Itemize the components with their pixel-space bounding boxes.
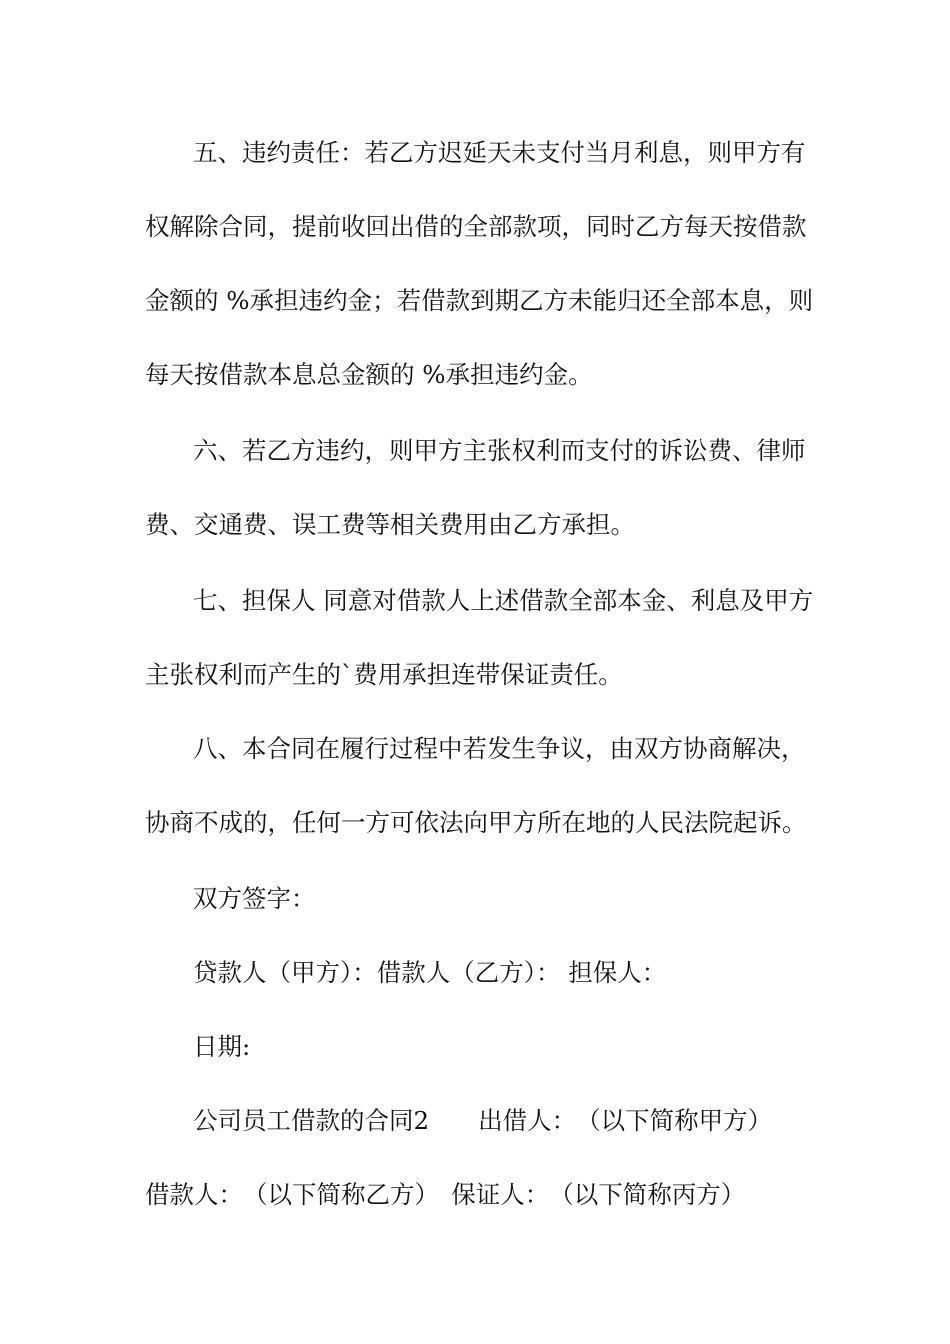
contract-2-parties-line: 借款人： （以下简称乙方） 保证人： （以下简称丙方） — [145, 1180, 746, 1209]
signature-heading: 双方签字： — [193, 884, 316, 913]
clause-5-line-1: 五、违约责任：若乙方迟延天未支付当月利息，则甲方有 — [193, 138, 806, 167]
clause-7-line-1: 七、担保人 同意对借款人上述借款全部本金、利息及甲方 — [193, 586, 814, 615]
signature-date: 日期: — [193, 1032, 251, 1061]
clause-6-line-1: 六、若乙方违约，则甲方主张权利而支付的诉讼费、律师 — [193, 436, 806, 465]
clause-8-line-2: 协商不成的，任何一方可依法向甲方所在地的人民法院起诉。 — [145, 808, 807, 837]
clause-5-line-2: 权解除合同，提前收回出借的全部款项，同时乙方每天按借款 — [145, 212, 807, 241]
clause-7-line-2: 主张权利而产生的`费用承担连带保证责任。 — [145, 660, 623, 689]
contract-2-title-line: 公司员工借款的合同2 出借人： （以下简称甲方） — [193, 1106, 773, 1135]
clause-5-line-4: 每天按借款本息总金额的 %承担违约金。 — [145, 360, 593, 389]
clause-6-line-2: 费、交通费、误工费等相关费用由乙方承担。 — [145, 510, 635, 539]
signature-parties: 贷款人（甲方）：借款人（乙方）： 担保人： — [193, 958, 667, 987]
clause-5-line-3: 金额的 %承担违约金；若借款到期乙方未能归还全部本息，则 — [145, 286, 814, 315]
clause-8-line-1: 八、本合同在履行过程中若发生争议，由双方协商解决， — [193, 734, 806, 763]
